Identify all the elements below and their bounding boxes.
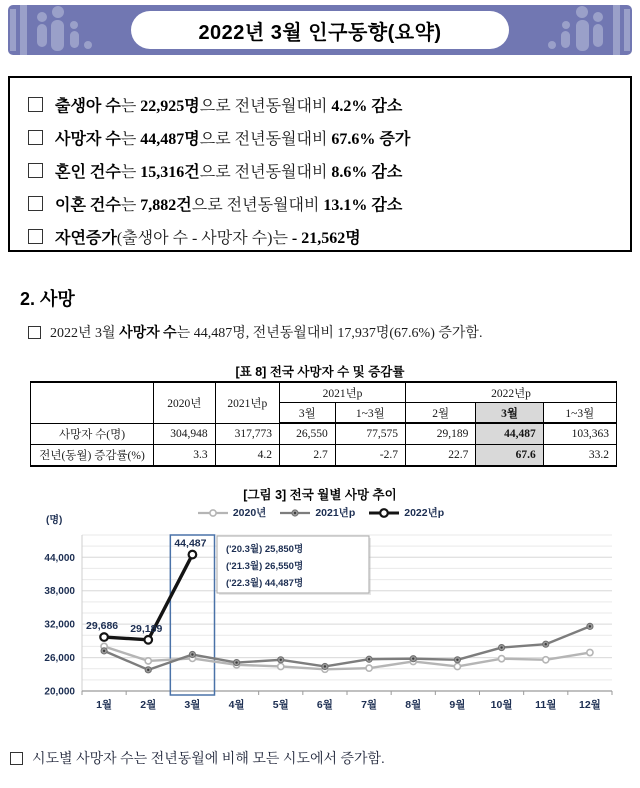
svg-text:32,000: 32,000 [44,619,75,631]
svg-text:4월: 4월 [228,699,245,711]
figure-title: [그림 3] 전국 월별 사망 추이 [243,488,397,502]
title-pill [131,11,509,49]
sub-header: 1~3월 [335,403,405,424]
summary-item-text: 혼인 건수는 15,316건으로 전년동월대비 8.6% 감소 [55,164,403,181]
svg-text:8월: 8월 [405,699,422,711]
svg-text:3월: 3월 [184,699,201,711]
group-header-2021p: 2021년p [280,382,406,403]
svg-text:9월: 9월 [449,699,466,711]
legend-label: 2020년 [232,507,267,519]
cell: 317,773 [215,423,279,445]
sub-header-highlighted: 3월 [476,403,543,424]
svg-text:('21.3월) 26,550명: ('21.3월) 26,550명 [226,561,304,572]
cell: 26,550 [280,423,336,445]
summary-item-text: 사망자 수는 44,487명으로 전년동월대비 67.6% 증가 [55,131,411,148]
legend-marker-2022-icon [367,507,401,519]
cell: -2.7 [335,445,405,467]
sub-header: 2월 [406,403,476,424]
cell: 77,575 [335,423,405,445]
summary-box [8,76,632,252]
cell: 2.7 [280,445,336,467]
col-header-2020: 2020년 [154,382,216,423]
cell: 103,363 [543,423,616,445]
table-header-row-groups [31,382,617,403]
deaths-table [30,381,617,467]
summary-item-text: 출생아 수는 22,925명으로 전년동월대비 4.2% 감소 [55,98,403,115]
svg-text:10월: 10월 [490,699,513,711]
cell: 4.2 [215,445,279,467]
svg-text:('20.3월) 25,850명: ('20.3월) 25,850명 [226,544,304,555]
svg-text:7월: 7월 [361,699,378,711]
svg-text:29,686: 29,686 [86,620,119,633]
cell: 22.7 [406,445,476,467]
table-row-growth-rate [31,445,617,467]
cell: 304,948 [154,423,216,445]
checkbox-icon [28,326,41,339]
svg-text:12월: 12월 [579,699,601,711]
summary-item-deaths [28,121,630,154]
summary-item-text: 자연증가(출생아 수 - 사망자 수)는 - 21,562명 [55,230,361,247]
svg-text:44,000: 44,000 [44,552,75,564]
checkbox-icon [28,196,43,211]
checkbox-icon [10,752,23,765]
checkbox-icon [28,229,43,244]
banner [8,5,632,55]
section-heading: 2. 사망 [20,289,75,309]
sub-header: 3월 [280,403,336,424]
lead-paragraph [28,322,482,342]
svg-text:29,189: 29,189 [130,622,163,635]
table-corner-cell [31,382,154,423]
row-label: 사망자 수(명) [31,423,154,445]
legend-item-2022 [367,505,444,520]
legend-label: 2022년p [404,507,445,519]
checkbox-icon [28,130,43,145]
table-title: [표 8] 전국 사망자 수 및 증감률 [235,365,405,379]
svg-text:1월: 1월 [96,699,113,711]
svg-text:26,000: 26,000 [44,653,75,665]
chart-legend [0,505,640,520]
deaths-line-chart [0,524,640,734]
page-title: 2022년 3월 인구동향(요약) [198,21,442,44]
summary-item-natural-increase [28,220,630,253]
lead-paragraph-text: 2022년 3월 사망자 수는 44,487명, 전년동월대비 17,937명(67.6%) 증가함. [50,326,483,341]
checkbox-icon [28,163,43,178]
col-header-2021: 2021년p [215,382,279,423]
legend-item-2021 [278,505,355,520]
summary-item-births [28,88,630,121]
sub-header: 1~3월 [543,403,616,424]
cell: 3.3 [154,445,216,467]
cell-highlighted: 67.6 [476,445,543,467]
svg-text:44,487: 44,487 [174,537,207,550]
row-label: 전년(동월) 증감률(%) [31,445,154,467]
summary-item-divorces [28,187,630,220]
svg-text:6월: 6월 [316,699,333,711]
legend-marker-2021-icon [278,507,312,519]
svg-text:('22.3월) 44,487명: ('22.3월) 44,487명 [226,578,304,589]
checkbox-icon [28,97,43,112]
cell: 33.2 [543,445,616,467]
cell-highlighted: 44,487 [476,423,543,445]
svg-text:11월: 11월 [535,699,557,711]
summary-item-marriages [28,154,630,187]
cell: 29,189 [406,423,476,445]
y-axis-unit-label: (명) [46,515,63,526]
table-row-deaths [31,423,617,445]
legend-marker-2020-icon [196,507,230,519]
svg-text:20,000: 20,000 [44,686,75,698]
svg-text:2월: 2월 [140,699,157,711]
legend-label: 2021년p [315,507,356,519]
svg-text:5월: 5월 [272,699,289,711]
summary-item-text: 이혼 건수는 7,882건으로 전년동월대비 13.1% 감소 [55,197,403,214]
closing-paragraph-text: 시도별 사망자 수는 전년동월에 비해 모든 시도에서 증가함. [32,752,385,767]
group-header-2022p: 2022년p [406,382,617,403]
closing-paragraph [10,748,385,768]
svg-text:38,000: 38,000 [44,586,75,598]
legend-item-2020 [196,505,267,520]
